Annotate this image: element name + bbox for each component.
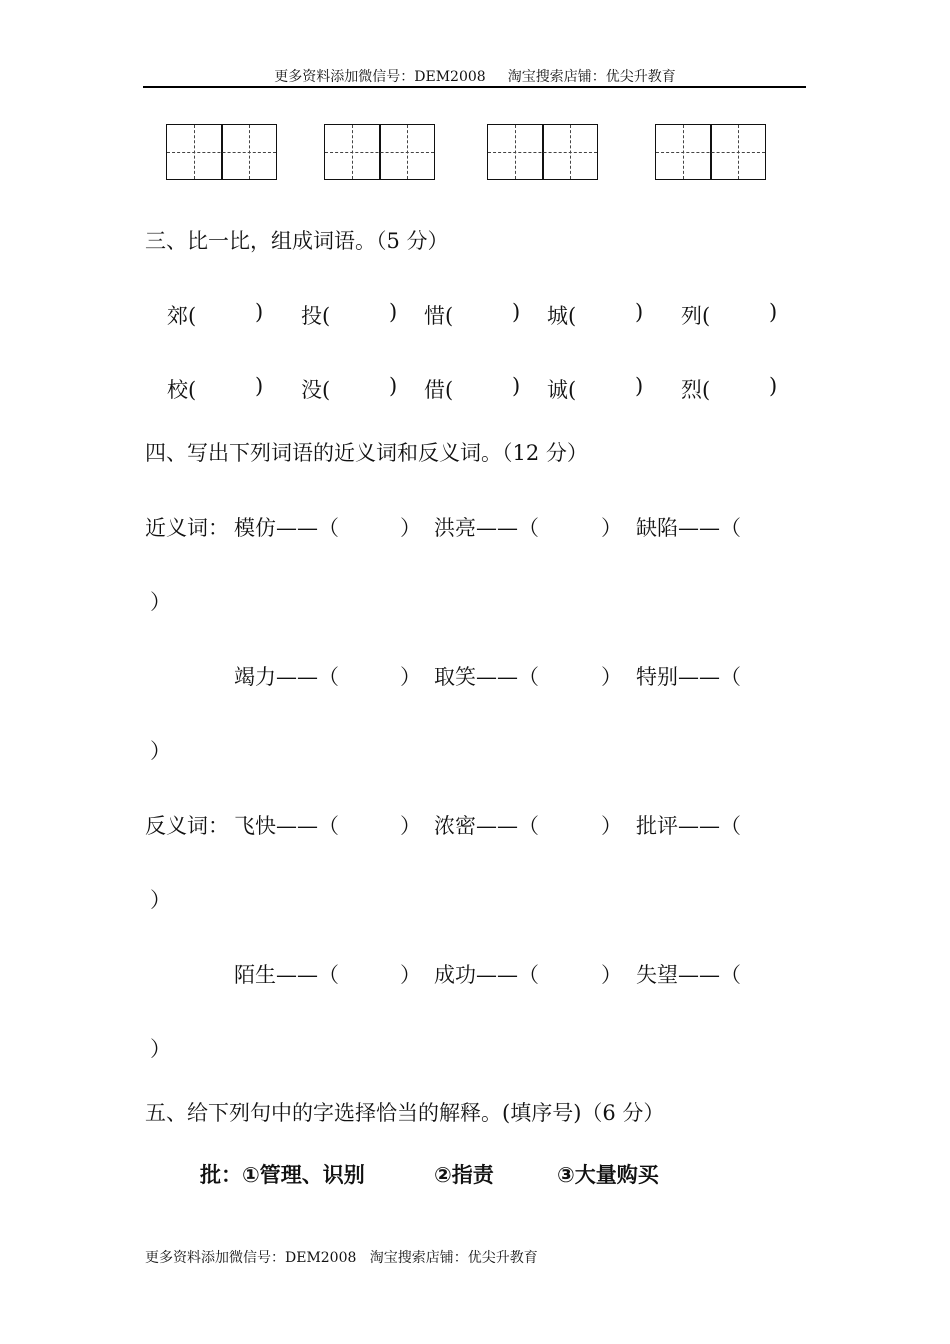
blank-close: ） (601, 516, 622, 540)
page-footer (145, 1247, 538, 1267)
word-blank-open: 惜( (424, 304, 454, 328)
antonym-item: 浓密——（ (434, 814, 539, 838)
antonym-item: 批评——（ (636, 814, 741, 838)
word-blank-close: ) (769, 374, 778, 398)
footer-shop: 淘宝搜索店铺：优尖升教育 (369, 1250, 538, 1266)
word-blank-close: ) (512, 300, 521, 324)
blank-close: ） (400, 963, 421, 987)
writing-grid[interactable] (324, 124, 435, 180)
word-blank-close: ) (389, 374, 398, 398)
page-header (0, 66, 950, 86)
word-blank-close: ) (769, 300, 778, 324)
synonym-item: 洪亮——（ (434, 516, 539, 540)
antonym-item: 陌生——（ (234, 963, 339, 987)
definition-option: 批：①管理、识别 (200, 1163, 365, 1187)
blank-close: ） (601, 665, 622, 689)
word-blank-close: ) (255, 374, 264, 398)
synonym-label: 近义词： (145, 516, 229, 540)
header-wechat: 更多资料添加微信号：DEM2008 (274, 69, 486, 85)
antonym-item: 成功——（ (434, 963, 539, 987)
word-blank-open: 烈( (681, 378, 711, 402)
synonym-item: 取笑——（ (434, 665, 539, 689)
blank-close-wrapped: ） (150, 1037, 171, 1061)
header-rule (143, 86, 806, 88)
word-blank-open: 列( (681, 304, 711, 328)
section-4-title: 四、写出下列词语的近义词和反义词。（12 分） (145, 441, 588, 465)
blank-close-wrapped: ） (150, 739, 171, 763)
synonym-item: 模仿——（ (234, 516, 339, 540)
section-5-title: 五、给下列句中的字选择恰当的解释。(填序号)（6 分） (145, 1101, 665, 1125)
blank-close: ） (601, 814, 622, 838)
writing-grid[interactable] (655, 124, 766, 180)
blank-close: ） (400, 516, 421, 540)
word-blank-open: 投( (301, 304, 331, 328)
word-blank-open: 诚( (547, 378, 577, 402)
word-blank-open: 郊( (167, 304, 197, 328)
blank-close: ） (400, 814, 421, 838)
writing-grid[interactable] (487, 124, 598, 180)
word-blank-open: 没( (301, 378, 331, 402)
word-blank-close: ) (389, 300, 398, 324)
antonym-item: 飞快——（ (234, 814, 339, 838)
antonym-item: 失望——（ (636, 963, 741, 987)
blank-close: ） (400, 665, 421, 689)
definition-option: ②指责 (434, 1163, 494, 1187)
blank-close-wrapped: ） (150, 590, 171, 614)
footer-wechat: 更多资料添加微信号：DEM2008 (145, 1250, 357, 1266)
synonym-item: 特别——（ (636, 665, 741, 689)
word-blank-open: 借( (424, 378, 454, 402)
word-blank-close: ) (512, 374, 521, 398)
word-blank-close: ) (635, 300, 644, 324)
synonym-item: 竭力——（ (234, 665, 339, 689)
header-shop: 淘宝搜索店铺：优尖升教育 (507, 69, 676, 85)
section-3-title: 三、比一比，组成词语。（5 分） (145, 229, 449, 253)
word-blank-open: 城( (547, 304, 577, 328)
word-blank-close: ) (635, 374, 644, 398)
writing-grid[interactable] (166, 124, 277, 180)
word-blank-close: ) (255, 300, 264, 324)
antonym-label: 反义词： (145, 814, 229, 838)
blank-close: ） (601, 963, 622, 987)
blank-close-wrapped: ） (150, 888, 171, 912)
definition-option: ③大量购买 (557, 1163, 659, 1187)
synonym-item: 缺陷——（ (636, 516, 741, 540)
word-blank-open: 校( (167, 378, 197, 402)
